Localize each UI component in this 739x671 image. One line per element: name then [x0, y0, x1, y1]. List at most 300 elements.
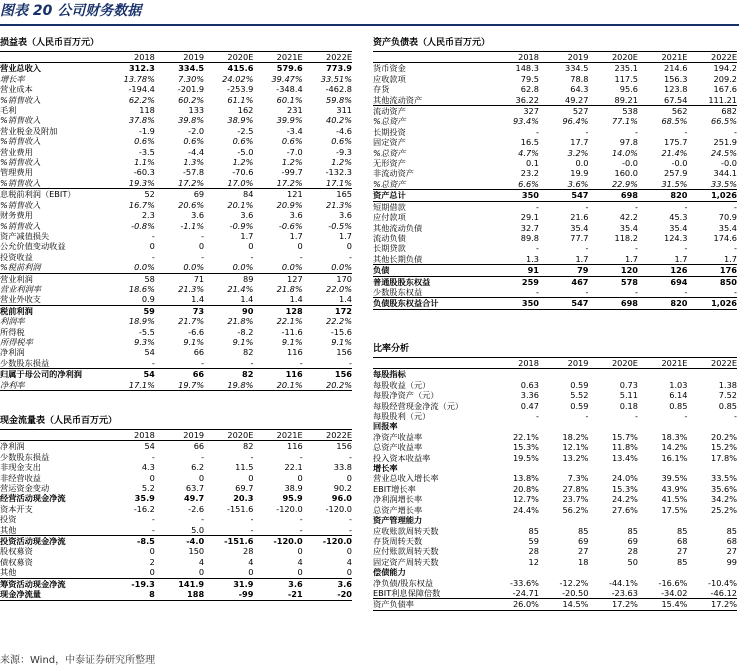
cashflow-table: [0, 430, 352, 601]
value-cell: [588, 463, 638, 473]
value-cell: 7.52: [718, 390, 737, 401]
row-label: %总资产: [373, 147, 406, 158]
year-header-cell: 2022E: [687, 52, 737, 63]
value-cell: 17.8%: [710, 452, 737, 463]
row-label: 应付账款周转天数: [373, 546, 439, 557]
row-label: 其他流动负债: [373, 222, 423, 233]
table-row: [0, 557, 352, 567]
value-cell: 118.2: [614, 232, 638, 243]
value-cell: 167.6: [713, 84, 737, 95]
value-cell: 35.4: [669, 222, 688, 233]
table-row: [373, 442, 737, 452]
value-cell: 116: [285, 369, 303, 380]
value-cell: -: [303, 525, 352, 536]
value-cell: 0.6%: [134, 136, 155, 147]
row-label: 短期借款: [373, 201, 406, 212]
value-cell: -: [204, 358, 253, 369]
value-cell: 24.02%: [222, 73, 254, 84]
title-rule: [0, 24, 739, 26]
income-statement-block: [0, 34, 352, 391]
value-cell: -: [250, 451, 254, 462]
value-cell: -0.5%: [328, 220, 352, 231]
value-cell: -24.71: [489, 588, 539, 599]
table-row: [0, 126, 352, 136]
value-cell: [539, 567, 589, 577]
value-cell: 5.52: [570, 390, 589, 401]
value-cell: -: [151, 451, 155, 462]
balance-sheet-block: [373, 34, 737, 310]
value-cell: [638, 421, 688, 431]
row-label: 其他: [0, 525, 106, 536]
value-cell: 5.11: [619, 390, 638, 401]
row-label: 应付款项: [373, 212, 406, 223]
row-label: %销售收入: [0, 94, 41, 105]
table-row: [0, 493, 352, 503]
value-cell: -348.4: [276, 84, 303, 95]
value-cell: 35.4: [619, 222, 638, 233]
value-cell: -12.2%: [559, 577, 589, 588]
row-label: 少数股东权益: [373, 287, 489, 298]
value-cell: 547: [539, 298, 589, 309]
value-cell: -60.3: [133, 167, 155, 178]
table-row: [373, 432, 737, 442]
value-cell: 59: [143, 305, 155, 316]
value-cell: 37.8%: [128, 115, 155, 126]
value-cell: 59.8%: [325, 94, 352, 105]
table-row: [0, 63, 352, 74]
value-cell: 63.7: [185, 483, 205, 494]
value-cell: -: [250, 514, 254, 525]
value-cell: 22.1%: [276, 316, 303, 327]
value-cell: 77.7: [570, 232, 589, 243]
value-cell: 0.59: [570, 379, 589, 390]
value-cell: 18.9%: [128, 316, 155, 327]
row-label: 净利率: [0, 380, 106, 391]
row-label: 非经营收益: [0, 472, 41, 483]
table-row: [0, 525, 352, 536]
row-label: 应收账款周转天数: [373, 525, 439, 536]
value-cell: 0: [198, 241, 205, 252]
value-cell: 82: [242, 441, 254, 452]
value-cell: 1.4: [155, 294, 204, 305]
value-cell: 29.1: [520, 212, 539, 223]
table-row: [0, 84, 352, 94]
value-cell: 17.0%: [204, 178, 253, 189]
value-cell: 15.7%: [611, 431, 638, 442]
value-cell: [588, 567, 638, 577]
value-cell: -: [349, 451, 352, 462]
value-cell: 14.0%: [611, 147, 638, 158]
value-cell: -0.0: [721, 158, 737, 169]
ratio-analysis-title: 比率分析: [373, 340, 737, 358]
value-cell: 34.2%: [710, 494, 737, 505]
value-cell: 85: [578, 525, 589, 536]
row-label: 现金净流量: [0, 589, 106, 600]
table-row: [373, 84, 737, 94]
value-cell: 68: [726, 535, 737, 546]
value-cell: 150: [188, 546, 205, 557]
row-label: 每股股利（元）: [373, 411, 431, 422]
value-cell: -: [536, 201, 539, 212]
value-cell: -7.0: [286, 146, 303, 157]
value-cell: 49.27: [539, 95, 589, 106]
value-cell: -21: [253, 589, 302, 600]
value-cell: 54: [143, 369, 155, 380]
value-cell: 4.3: [141, 462, 155, 473]
value-cell: 162: [237, 105, 254, 116]
value-cell: 4: [297, 556, 303, 567]
value-cell: 0.1: [525, 158, 539, 169]
value-cell: -: [489, 287, 539, 298]
value-cell: 89.8: [520, 232, 539, 243]
value-cell: 22.1%: [512, 431, 539, 442]
value-cell: 3.36: [520, 390, 539, 401]
value-cell: 31.9: [233, 578, 254, 589]
value-cell: [638, 463, 688, 473]
value-cell: 43.9%: [661, 483, 688, 494]
header-blank-cell: [0, 52, 106, 63]
year-header-cell: 2019: [155, 430, 204, 441]
value-cell: -2.5: [237, 125, 254, 136]
value-cell: 231: [287, 105, 303, 116]
value-cell: 257.9: [664, 168, 688, 179]
value-cell: 15.3%: [611, 483, 638, 494]
value-cell: 20.2%: [303, 380, 352, 391]
value-cell: 69: [193, 189, 205, 200]
value-cell: 17.7: [570, 137, 589, 148]
value-cell: 118: [139, 105, 155, 116]
table-row: [0, 452, 352, 462]
value-cell: -11.6: [281, 326, 303, 337]
year-header-cell: 2020E: [588, 52, 638, 63]
value-cell: 19.9: [570, 168, 589, 179]
value-cell: 0: [149, 546, 155, 557]
value-cell: -4.4: [188, 146, 205, 157]
year-header-cell: 2021E: [638, 358, 688, 369]
value-cell: -120.0: [276, 503, 303, 514]
row-label: 负债股东权益合计: [373, 298, 489, 309]
row-label: 固定资产: [373, 137, 406, 148]
value-cell: 12.7%: [512, 494, 539, 505]
value-cell: -: [106, 358, 155, 369]
value-cell: 16.7%: [128, 199, 155, 210]
value-cell: -: [635, 201, 638, 212]
year-header-row: [373, 52, 737, 63]
value-cell: 0: [297, 546, 303, 557]
row-label: %总资产: [373, 116, 406, 127]
value-cell: -23.63: [588, 588, 638, 599]
table-row: [0, 473, 352, 483]
value-cell: -15.6: [330, 326, 352, 337]
row-label: 增长率: [0, 73, 25, 84]
value-cell: 111.21: [687, 95, 737, 106]
value-cell: 4: [346, 556, 352, 567]
value-cell: 71: [193, 273, 205, 284]
value-cell: [539, 369, 589, 380]
year-header-cell: 2018: [106, 52, 155, 63]
value-cell: 19.8%: [204, 380, 253, 391]
value-cell: -6.6: [188, 326, 205, 337]
cashflow-block: [0, 412, 352, 601]
row-label: 存货: [373, 84, 390, 95]
row-label: 应收款项: [373, 73, 406, 84]
value-cell: 97.8: [619, 137, 638, 148]
value-cell: 28: [627, 546, 638, 557]
table-row: [373, 369, 737, 380]
value-cell: 69: [627, 535, 638, 546]
value-cell: 24.0%: [611, 473, 638, 484]
row-label: 少数股东损益: [0, 451, 50, 462]
value-cell: 85: [677, 556, 688, 567]
value-cell: 96.4%: [562, 116, 589, 127]
table-row: [0, 115, 352, 125]
value-cell: 148.3: [515, 63, 539, 74]
value-cell: 0.47: [520, 400, 539, 411]
value-cell: 5.0: [155, 525, 204, 536]
value-cell: 96.0: [331, 493, 352, 504]
value-cell: 14.5%: [539, 599, 589, 610]
year-header-cell: 2021E: [253, 52, 302, 63]
value-cell: 1.4: [204, 294, 253, 305]
value-cell: 311: [336, 105, 352, 116]
value-cell: 562: [671, 106, 688, 117]
value-cell: 13.2%: [562, 452, 589, 463]
value-cell: -: [201, 514, 205, 525]
value-cell: 39.8%: [178, 115, 205, 126]
row-label: EBIT利息保障倍数: [373, 588, 489, 599]
value-cell: 0: [198, 472, 205, 483]
table-row: [0, 273, 352, 284]
value-cell: -: [349, 251, 352, 262]
table-row: [0, 536, 352, 547]
value-cell: -: [734, 201, 737, 212]
value-cell: -: [734, 411, 737, 422]
value-cell: 33.51%: [320, 73, 352, 84]
cashflow-title: 现金流量表（人民币百万元）: [0, 412, 352, 430]
value-cell: 3.6: [338, 210, 352, 221]
table-row: [0, 578, 352, 589]
value-cell: 773.9: [326, 63, 352, 74]
value-cell: 22.9%: [588, 179, 638, 190]
table-row: [373, 212, 737, 222]
table-row: [0, 589, 352, 600]
value-cell: 49.7: [183, 493, 205, 504]
row-label: 营业费用: [0, 146, 33, 157]
row-label: %销售收入: [0, 115, 41, 126]
row-label: 非现金支出: [0, 462, 41, 473]
value-cell: 9.3%: [134, 336, 155, 347]
value-cell: -2.6: [188, 503, 205, 514]
year-header-row: [0, 52, 352, 63]
value-cell: 1.2%: [232, 157, 254, 168]
value-cell: 39.47%: [271, 73, 303, 84]
value-cell: 1.03: [669, 379, 688, 390]
value-cell: -16.6%: [658, 577, 688, 588]
income-statement-table: [0, 52, 352, 391]
value-cell: 1.7: [588, 254, 638, 265]
row-label: 流动资产: [373, 106, 406, 117]
row-label: 净利润: [0, 347, 25, 358]
value-cell: -132.3: [325, 167, 352, 178]
row-label: 投资活动现金净流: [0, 536, 66, 547]
table-row: [0, 221, 352, 231]
value-cell: 54: [144, 441, 155, 452]
row-label: 营业总收入: [0, 63, 41, 74]
value-cell: 19.7%: [155, 380, 204, 391]
table-row: [0, 316, 352, 326]
value-cell: 64.3: [570, 84, 589, 95]
value-cell: -462.8: [325, 84, 352, 95]
value-cell: -0.6%: [278, 220, 303, 231]
value-cell: -: [585, 201, 589, 212]
value-cell: 160.0: [614, 168, 638, 179]
value-cell: 1.38: [718, 379, 737, 390]
value-cell: 38.9: [284, 483, 303, 494]
value-cell: 58: [144, 273, 155, 284]
value-cell: 66: [193, 441, 205, 452]
value-cell: -: [734, 243, 737, 254]
value-cell: 467: [571, 276, 589, 287]
value-cell: 156: [334, 369, 352, 380]
row-label: 普通股股东权益: [373, 276, 431, 287]
value-cell: 24.4%: [512, 504, 539, 515]
value-cell: 20.2%: [710, 431, 737, 442]
value-cell: 18.6%: [128, 283, 155, 294]
value-cell: 42.2: [619, 212, 638, 223]
row-label: 总资产增长率: [373, 504, 423, 515]
row-label: 资产总计: [373, 190, 489, 201]
value-cell: 45.3: [669, 212, 688, 223]
value-cell: 682: [721, 106, 737, 117]
table-row: [0, 241, 352, 251]
value-cell: -: [635, 243, 638, 254]
value-cell: -: [299, 514, 303, 525]
value-cell: 1.3: [489, 254, 539, 265]
row-label: 归属于母公司的净利润: [0, 369, 82, 380]
value-cell: 0.0%: [155, 262, 204, 273]
table-row: [373, 390, 737, 400]
value-cell: 61.1%: [227, 94, 254, 105]
value-cell: [638, 515, 688, 525]
value-cell: -: [635, 126, 638, 137]
value-cell: 18: [578, 556, 589, 567]
value-cell: -: [299, 251, 303, 262]
row-label: EBIT增长率: [373, 483, 416, 494]
value-cell: 85: [677, 525, 688, 536]
value-cell: -: [253, 358, 302, 369]
value-cell: -3.4: [286, 125, 303, 136]
value-cell: -19.3: [131, 578, 155, 589]
value-cell: 1.7: [289, 230, 303, 241]
ratio-analysis-block: [373, 340, 737, 611]
year-header-cell: 2022E: [303, 52, 352, 63]
value-cell: 0.6%: [331, 136, 352, 147]
value-cell: -: [734, 126, 737, 137]
value-cell: 1.7: [539, 254, 589, 265]
row-label: 资产管理能力: [373, 515, 423, 526]
year-header-cell: 2021E: [253, 430, 302, 441]
value-cell: -201.9: [177, 84, 205, 95]
value-cell: -20.50: [539, 588, 589, 599]
table-row: [373, 265, 737, 276]
value-cell: -1.1%: [180, 220, 205, 231]
value-cell: 36.22: [489, 95, 539, 106]
value-cell: -: [303, 358, 352, 369]
value-cell: -4.0: [186, 536, 205, 547]
value-cell: 9.1%: [232, 336, 254, 347]
value-cell: 9.1%: [183, 336, 205, 347]
value-cell: 117.5: [614, 73, 638, 84]
value-cell: 0.18: [619, 400, 638, 411]
value-cell: -: [106, 525, 155, 536]
value-cell: -151.6: [227, 503, 254, 514]
value-cell: 68: [677, 535, 688, 546]
value-cell: 66.5%: [710, 116, 737, 127]
year-header-cell: 2019: [155, 52, 204, 63]
row-label: 利润率: [0, 316, 25, 327]
value-cell: 694: [670, 276, 688, 287]
table-row: [373, 578, 737, 588]
value-cell: 1.2%: [281, 157, 303, 168]
value-cell: 4: [248, 556, 254, 567]
value-cell: 62.2%: [128, 94, 155, 105]
value-cell: -4.6: [336, 125, 352, 136]
value-cell: 15.2%: [710, 442, 737, 453]
ratio-analysis-table: [373, 358, 737, 611]
value-cell: 172: [334, 305, 352, 316]
row-label: 管理费用: [0, 167, 33, 178]
row-label: 营业税金及附加: [0, 125, 58, 136]
balance-sheet-title: 资产负债表（人民币百万元）: [373, 34, 737, 52]
value-cell: 93.4%: [512, 116, 539, 127]
value-cell: 0.73: [619, 379, 638, 390]
value-cell: -57.8: [182, 167, 205, 178]
value-cell: 68.5%: [661, 116, 688, 127]
row-label: %销售收入: [0, 199, 41, 210]
row-label: 每股收益（元）: [373, 379, 431, 390]
value-cell: 19.5%: [512, 452, 539, 463]
table-row: [373, 74, 737, 84]
value-cell: 1.7: [240, 230, 254, 241]
header-blank-cell: [373, 52, 489, 63]
value-cell: 0.0%: [253, 262, 302, 273]
value-cell: 0: [346, 546, 352, 557]
value-cell: 21.3%: [178, 283, 205, 294]
value-cell: 0: [346, 472, 352, 483]
table-row: [373, 473, 737, 483]
value-cell: -: [638, 287, 688, 298]
value-cell: 0: [204, 567, 253, 578]
year-header-row: [0, 430, 352, 441]
row-label: 净利润增长率: [373, 494, 423, 505]
value-cell: 15.4%: [638, 599, 688, 610]
value-cell: 56.2%: [562, 504, 589, 515]
value-cell: 79.5: [520, 73, 539, 84]
value-cell: 312.3: [128, 63, 155, 74]
value-cell: 127: [287, 273, 303, 284]
value-cell: 116: [287, 441, 303, 452]
value-cell: 79: [539, 265, 589, 276]
value-cell: 3.6%: [539, 179, 589, 190]
table-row: [0, 380, 352, 391]
value-cell: 415.6: [227, 63, 254, 74]
value-cell: 1.1%: [134, 157, 155, 168]
table-row: [0, 105, 352, 115]
value-cell: [539, 463, 589, 473]
value-cell: 16.5: [520, 137, 539, 148]
income-statement-title: 损益表（人民币百万元）: [0, 34, 352, 52]
row-label: %销售收入: [0, 157, 41, 168]
